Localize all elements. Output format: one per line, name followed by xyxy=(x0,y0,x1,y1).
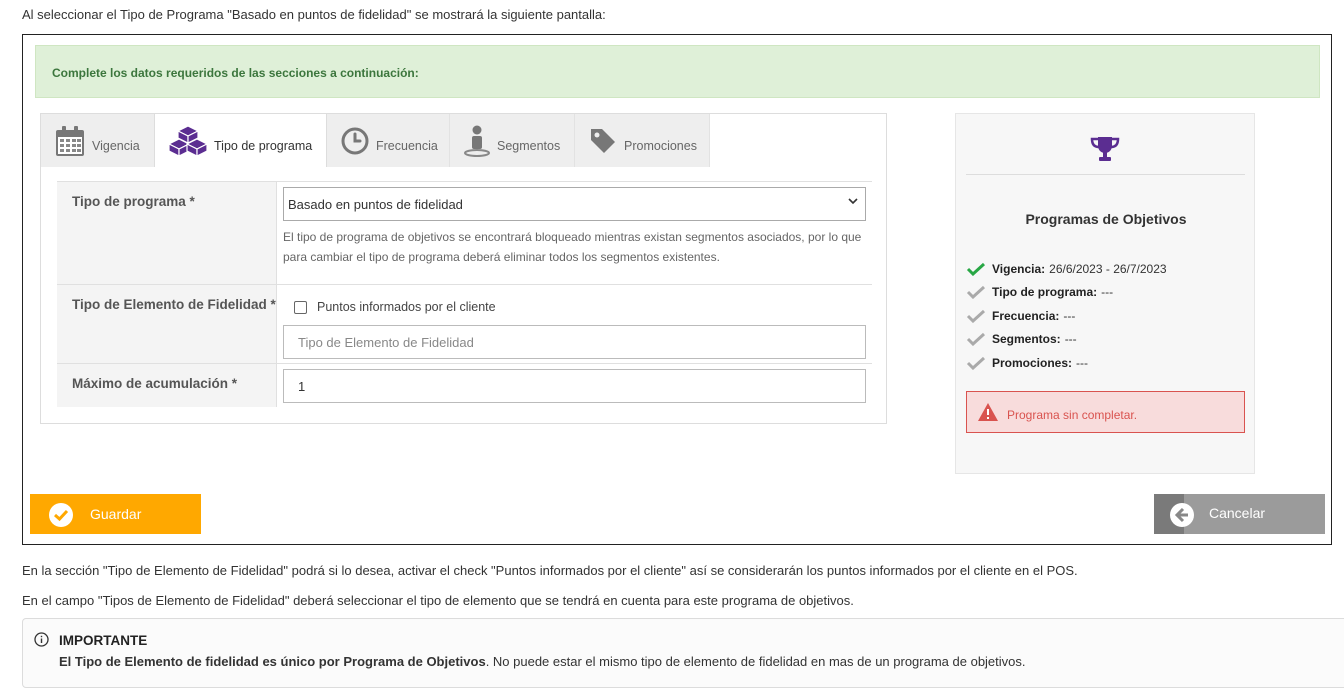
note-bold: El Tipo de Elemento de fidelidad es único por Programa de Objetivos xyxy=(59,654,486,669)
incomplete-alert xyxy=(966,391,1245,433)
status-item-vigencia xyxy=(966,257,1167,281)
summary-title: Programas de Objetivos xyxy=(1025,211,1187,227)
row-maximo xyxy=(57,363,872,407)
status-item-segmentos xyxy=(966,328,1167,352)
status-label: Vigencia: xyxy=(992,261,1046,276)
tab-bar xyxy=(41,114,887,167)
status-item-promociones xyxy=(966,351,1167,375)
puntos-cliente-label[interactable]: Puntos informados por el cliente xyxy=(317,300,496,314)
status-value: --- xyxy=(1076,355,1089,370)
tab-segmentos[interactable] xyxy=(450,114,575,167)
status-item-frecuencia xyxy=(966,304,1167,328)
paragraph-tipo-elemento: En la sección "Tipo de Elemento de Fidelidad" podrá si lo desea, activar el check "Puntos informados por el cliente" así se considerarán los puntos informados por el cliente en el POS. xyxy=(22,563,1078,578)
tipo-elemento-label: Tipo de Elemento de Fidelidad * xyxy=(57,285,277,363)
tab-frecuencia[interactable] xyxy=(327,114,450,167)
note-title: IMPORTANTE xyxy=(59,633,148,648)
tabs-panel xyxy=(40,113,887,424)
summary-panel xyxy=(955,113,1255,474)
row-tipo-programa xyxy=(57,181,872,284)
clock-icon xyxy=(341,127,369,155)
tab-promociones[interactable] xyxy=(575,114,710,167)
check-icon xyxy=(966,262,992,276)
check-icon xyxy=(966,285,992,299)
cancel-button[interactable] xyxy=(1154,494,1325,534)
trophy-icon xyxy=(1090,136,1120,165)
tipo-elemento-input[interactable] xyxy=(283,325,866,359)
selected-value: Basado en puntos de fidelidad xyxy=(288,197,463,212)
status-value: --- xyxy=(1063,308,1076,323)
required-data-alert: Complete los datos requeridos de las secciones a continuación: xyxy=(35,45,1320,98)
status-value: --- xyxy=(1101,285,1114,300)
tab-label: Vigencia xyxy=(92,138,140,153)
maximo-input[interactable] xyxy=(283,369,866,403)
paragraph-tipos-elemento: En el campo "Tipos de Elemento de Fidelidad" deberá seleccionar el tipo de elemento que se tendrá en cuenta para este programa de objetivos. xyxy=(22,593,854,608)
tab-label: Frecuencia xyxy=(376,138,438,153)
puntos-cliente-checkbox[interactable] xyxy=(294,301,307,314)
tab-label: Promociones xyxy=(624,138,697,153)
status-value: 26/6/2023 - 26/7/2023 xyxy=(1049,261,1167,276)
status-item-tipo-programa xyxy=(966,281,1167,305)
warning-icon xyxy=(977,402,999,425)
tipo-programa-label: Tipo de programa * xyxy=(57,182,277,284)
row-tipo-elemento xyxy=(57,284,872,363)
person-icon xyxy=(464,125,490,157)
tab-tipo-programa[interactable] xyxy=(154,114,327,167)
note-rest: . No puede estar el mismo tipo de elemento de fidelidad en mas de un programa de objetivos. xyxy=(485,654,1026,669)
calendar-icon xyxy=(55,125,85,157)
important-note xyxy=(22,618,1344,688)
save-label: Guardar xyxy=(90,506,142,522)
tab-label: Segmentos xyxy=(497,138,561,153)
status-list xyxy=(966,257,1167,375)
tipo-programa-help: El tipo de programa de objetivos se encontrará bloqueado mientras existan segmentos asociados, por lo que para cambiar el tipo de programa deberá eliminar todos los segmentos existentes. xyxy=(283,230,862,264)
divider xyxy=(966,174,1245,175)
status-label: Tipo de programa: xyxy=(992,285,1098,300)
check-icon xyxy=(966,356,992,370)
status-label: Segmentos: xyxy=(992,332,1061,347)
check-circle-icon xyxy=(49,503,73,530)
save-button[interactable] xyxy=(30,494,201,534)
status-label: Promociones: xyxy=(992,355,1073,370)
intro-text: Al seleccionar el Tipo de Programa "Basado en puntos de fidelidad" se mostrará la siguiente pantalla: xyxy=(22,7,606,22)
cancel-label: Cancelar xyxy=(1209,505,1266,521)
maximo-label: Máximo de acumulación * xyxy=(57,364,277,407)
tab-vigencia[interactable] xyxy=(41,114,155,167)
check-icon xyxy=(966,332,992,346)
status-value: --- xyxy=(1064,332,1077,347)
tag-icon xyxy=(589,127,617,155)
status-label: Frecuencia: xyxy=(992,308,1060,323)
note-body xyxy=(59,654,1026,669)
tipo-programa-select[interactable] xyxy=(283,187,866,221)
chevron-down-icon xyxy=(847,195,859,210)
check-icon xyxy=(966,309,992,323)
incomplete-message: Programa sin completar. xyxy=(1007,408,1138,422)
program-form-screenshot xyxy=(22,34,1332,545)
info-icon xyxy=(34,632,49,650)
tab-label: Tipo de programa xyxy=(214,138,313,153)
arrow-left-circle-icon xyxy=(1170,503,1194,530)
cubes-icon xyxy=(169,125,207,157)
